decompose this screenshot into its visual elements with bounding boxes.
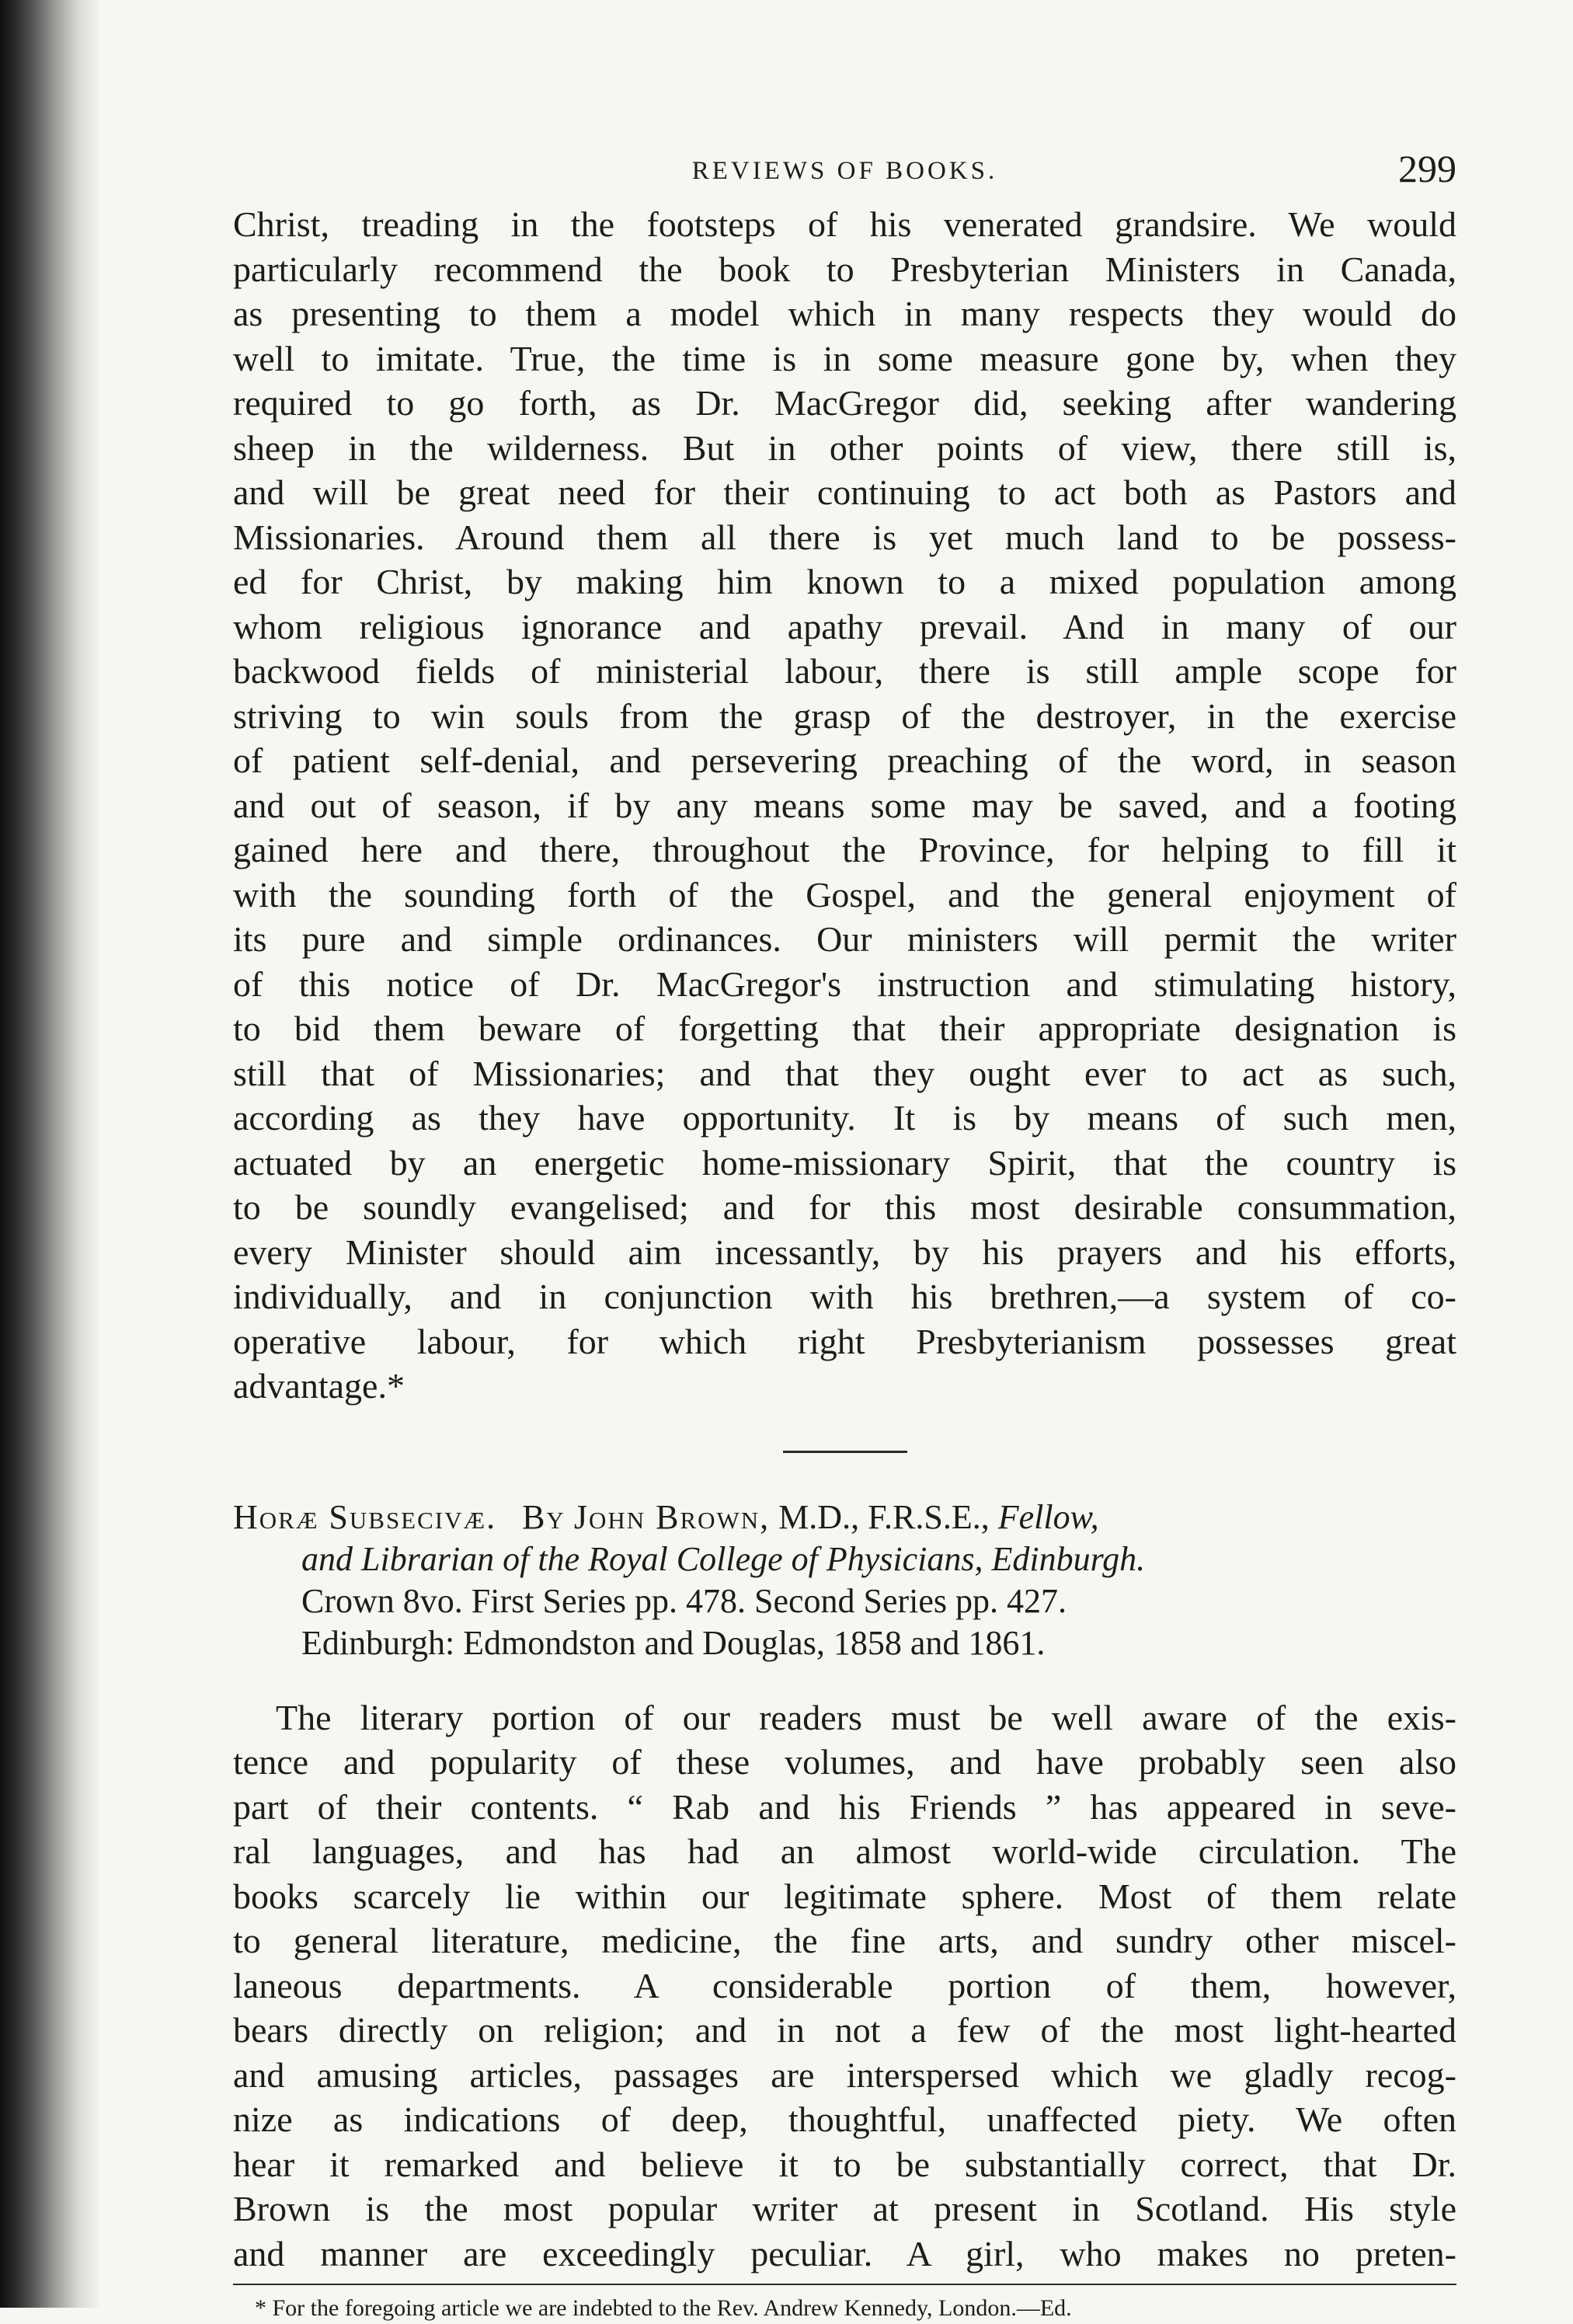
text-line: and amusing articles, passages are interspersed which we gladly recog-: [233, 2054, 1456, 2095]
section-divider: [783, 1451, 907, 1453]
text-line: well to imitate. True, the time is in some measure gone by, when they: [233, 338, 1456, 378]
running-title: REVIEWS OF BOOKS.: [691, 157, 998, 185]
text-line: ed for Christ, by making him known to a mixed population among: [233, 562, 1456, 601]
by-label: By: [522, 1497, 566, 1536]
text-line: Christ, treading in the footsteps of his venerated grandsire. We would: [233, 204, 1456, 244]
text-line: with the sounding forth of the Gospel, and the general enjoyment of: [233, 874, 1456, 915]
text-line: actuated by an energetic home-missionary Spirit, that the country is: [233, 1142, 1456, 1183]
text-line: its pure and simple ordinances. Our ministers will permit the writer: [233, 919, 1456, 959]
text-line: every Minister should aim incessantly, by his prayers and his efforts,: [233, 1232, 1456, 1272]
text-line: ral languages, and has had an almost world-wide circulation. The: [233, 1831, 1456, 1871]
text-line: striving to win souls from the grasp of the destroyer, in the exercise: [233, 695, 1456, 736]
book-page: [233, 140, 1456, 2324]
text-line: bears directly on religion; and in not a few of the most light-hearted: [233, 2010, 1456, 2050]
text-line: and manner are exceedingly peculiar. A girl, who makes no preten-: [233, 2233, 1456, 2273]
text-line: tence and popularity of these volumes, and have probably seen also: [233, 1742, 1456, 1782]
text-line: backwood fields of ministerial labour, there is still ample scope for: [233, 651, 1456, 691]
text-line: books scarcely lie within our legitimate sphere. Most of them relate: [233, 1876, 1456, 1916]
text-line: and out of season, if by any means some may be saved, and a footing: [233, 785, 1456, 825]
text-line: Brown is the most popular writer at present in Scotland. His style: [233, 2189, 1456, 2228]
text-line: still that of Missionaries; and that they ought ever to act as such,: [233, 1053, 1456, 1093]
author-name: John Brown,: [573, 1497, 771, 1536]
author-fellow: Fellow,: [997, 1497, 1099, 1536]
text-line: of this notice of Dr. MacGregor's instruction and stimulating history,: [233, 963, 1456, 1004]
text-line: to be soundly evangelised; and for this most desirable consummation,: [233, 1187, 1456, 1227]
text-line: sheep in the wilderness. But in other points of view, there still is,: [233, 427, 1456, 468]
text-line: whom religious ignorance and apathy prevail. And in many of our: [233, 606, 1456, 646]
author-degrees: M.D., F.R.S.E.,: [778, 1497, 990, 1536]
text-line: to general literature, medicine, the fine arts, and sundry other miscel-: [233, 1921, 1456, 1960]
text-line: gained here and there, throughout the Province, for helping to fill it: [233, 830, 1456, 869]
review-title-line: [233, 1496, 1456, 1538]
book-publisher: Edinburgh: Edmondston and Douglas, 1858 and 1861.: [301, 1623, 1046, 1662]
paragraph-continued: [233, 202, 1456, 1409]
book-format: Crown 8vo. First Series pp. 478. Second Series pp. 427.: [301, 1581, 1067, 1620]
text-line: as presenting to them a model which in many respects they would do: [233, 294, 1456, 333]
text-line: laneous departments. A considerable portion of them, however,: [233, 1965, 1456, 2005]
text-line: Missionaries. Around them all there is yet much land to be possess-: [233, 517, 1456, 557]
page-number: 299: [1398, 147, 1456, 190]
text-line: according as they have opportunity. It is by means of such men,: [233, 1098, 1456, 1138]
text-line: and will be great need for their continuing to act both as Pastors and: [233, 472, 1456, 512]
footnote: * For the foregoing article we are indebted to the Rev. Andrew Kennedy, London.—Ed.: [255, 2295, 1072, 2321]
text-line: nize as indications of deep, thoughtful, unaffected piety. We often: [233, 2099, 1456, 2139]
text-line: advantage.*: [233, 1366, 405, 1406]
text-line: to bid them beware of forgetting that their appropriate designation is: [233, 1009, 1456, 1048]
text-line: particularly recommend the book to Presbyterian Ministers in Canada,: [233, 249, 1456, 289]
book-title: Horæ Subsecivæ.: [233, 1497, 497, 1536]
text-line: part of their contents. “ Rab and his Friends ” has appeared in seve-: [233, 1786, 1456, 1827]
text-line: individually, and in conjunction with his brethren,—a system of co-: [233, 1277, 1456, 1316]
review-paragraph: [233, 1695, 1456, 2277]
running-head: [233, 140, 1456, 202]
text-line: of patient self-denial, and persevering preaching of the word, in season: [233, 740, 1456, 780]
text-line: required to go forth, as Dr. MacGregor did, seeking after wandering: [233, 383, 1456, 423]
text-line: operative labour, for which right Presbyterianism possesses great: [233, 1321, 1456, 1361]
author-position: and Librarian of the Royal College of Physicians, Edinburgh.: [301, 1539, 1146, 1578]
text-line: The literary portion of our readers must be well aware of the exis-: [276, 1697, 1456, 1737]
review-heading: [233, 1496, 1456, 1664]
book-binding-edge: [0, 0, 101, 2308]
text-line: hear it remarked and believe it to be substantially correct, that Dr.: [233, 2144, 1456, 2184]
author-position-line: [233, 1538, 1456, 1580]
footnote-rule: [233, 2284, 1456, 2285]
